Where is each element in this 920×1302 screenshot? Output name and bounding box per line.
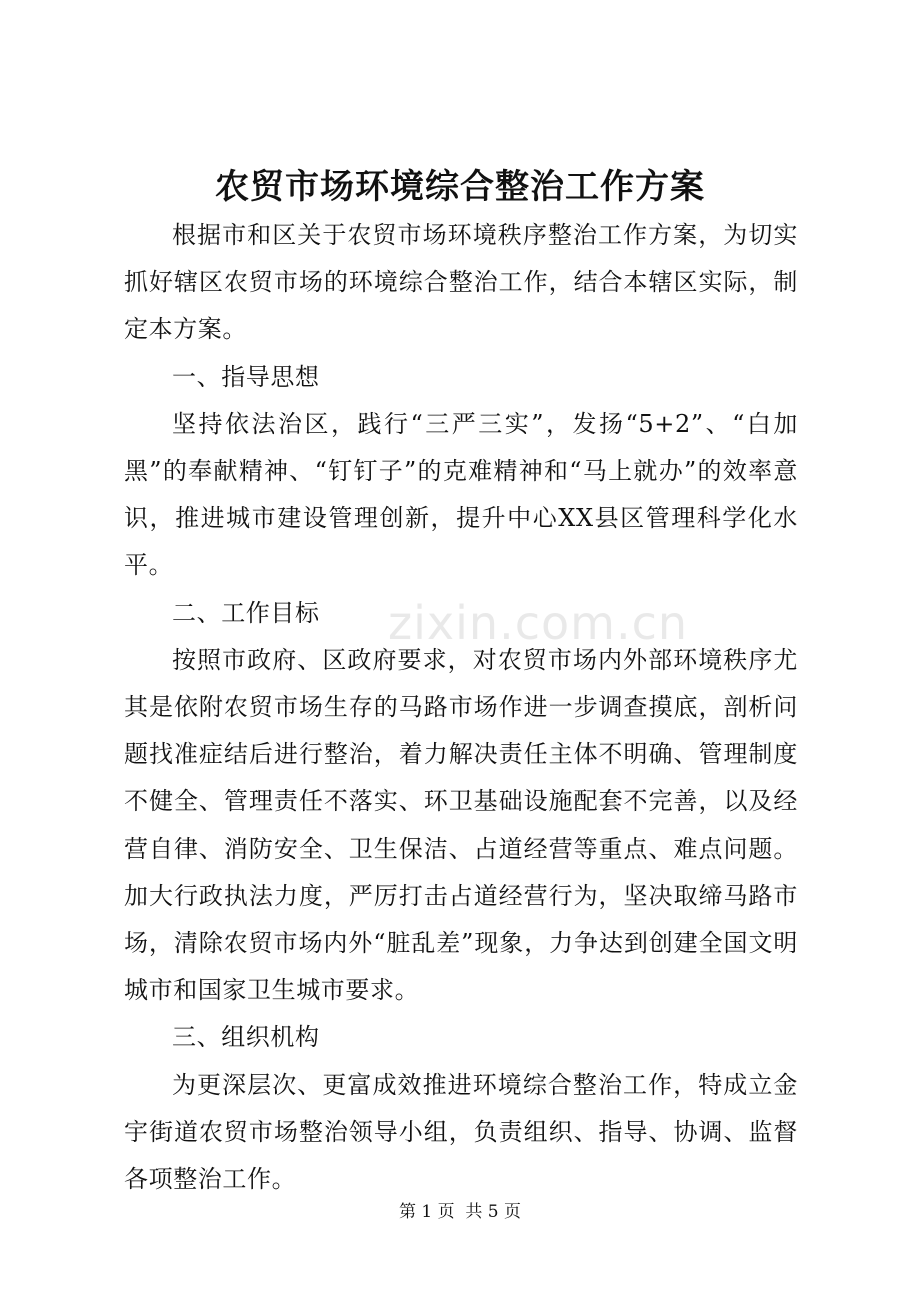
section-heading-work-goals: 二、工作目标: [172, 598, 320, 627]
intro-paragraph: 根据市和区关于农贸市场环境秩序整治工作方案，为切实抓好辖区农贸市场的环境综合整治工作，结合本辖区实际，制定本方案。: [124, 221, 798, 344]
page-number: 第 1 页 共 5 页: [398, 1202, 522, 1222]
section-heading-guiding-ideology: 一、指导思想: [172, 362, 320, 391]
page-footer: [0, 1200, 920, 1224]
work-goals-paragraph: 按照市政府、区政府要求，对农贸市场内外部环境秩序尤其是依附农贸市场生存的马路市场作进一步调查摸底，剖析问题找准症结后进行整治，着力解决责任主体不明确、管理制度不健全、管理责任不落实、环卫基础设施配套不完善，以及经营自律、消防安全、卫生保洁、占道经营等重点、难点问题。加大行政执法力度，严厉打击占道经营行为，坚决取缔马路市场，清除农贸市场内外“脏乱差”现象，力争达到创建全国文明城市和国家卫生城市要求。: [124, 645, 798, 1005]
section-heading-organization: 三、组织机构: [172, 1023, 320, 1052]
guiding-ideology-paragraph: 坚持依法治区，践行“三严三实”，发扬“5+2”、“白加黑”的奉献精神、“钉钉子”的克难精神和“马上就办”的效率意识，推进城市建设管理创新，提升中心XX县区管理科学化水平。: [124, 409, 798, 580]
document-body: [124, 212, 798, 1203]
watermark: zixin.com.cn: [388, 596, 689, 650]
document-title: 农贸市场环境综合整治工作方案: [215, 167, 705, 207]
organization-paragraph: 为更深层次、更富成效推进环境综合整治工作，特成立金宇街道农贸市场整治领导小组，负责组织、指导、协调、监督各项整治工作。: [124, 1070, 798, 1194]
